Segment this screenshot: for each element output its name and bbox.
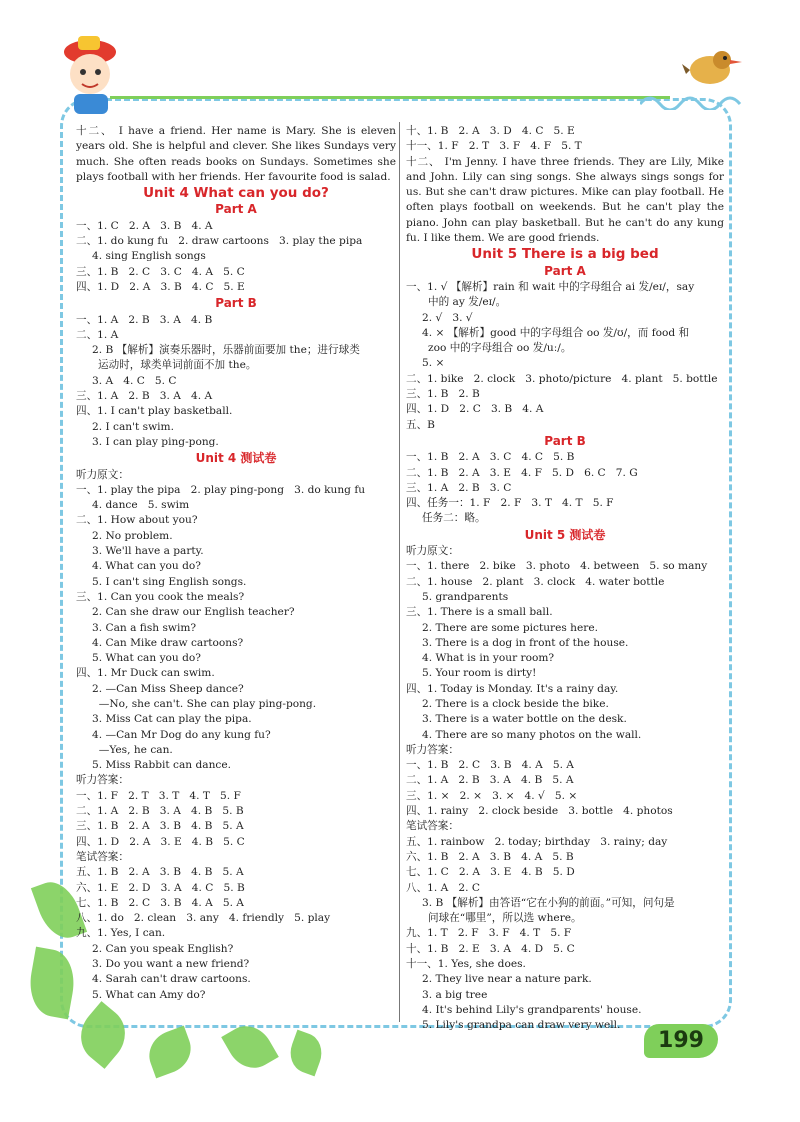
answer-line: 十、1. B 2. A 3. D 4. C 5. E [406, 125, 575, 137]
answer-line: 四、1. D 2. A 3. E 4. B 5. C [76, 835, 245, 848]
answer-line: 3. There is a water bottle on the desk. [422, 713, 627, 726]
answer-line: —No, she can't. She can play ping-pong. [92, 697, 317, 710]
answer-line: 3. A 4. C 5. C [92, 374, 177, 387]
answer-line: 七、1. C 2. A 3. E 4. B 5. D [406, 866, 575, 879]
answer-line: 4. —Can Mr Dog do any kung fu? [92, 728, 271, 741]
answer-line: 5. Lily's grandpa can draw very well. [422, 1019, 621, 1032]
answer-line: 一、1. A 2. B 3. A 4. B [76, 313, 213, 326]
answer-line: 5. I can't sing English songs. [92, 575, 247, 588]
answer-line: 3. B 【解析】由答语“它在小狗的前面。”可知，问句是 [422, 896, 675, 909]
answer-line: 四、任务一：1. F 2. F 3. T 4. T 5. F [406, 497, 614, 510]
answer-line: 2. They live near a nature park. [422, 973, 592, 986]
answer-line: 2. I can't swim. [92, 420, 174, 433]
answer-line: 三、1. B 2. C 3. C 4. A 5. C [76, 265, 245, 278]
leaf-decoration [142, 1026, 197, 1079]
answer-line: 二、1. A 2. B 3. A 4. B 5. A [406, 774, 574, 787]
answer-line: 中的 ay 发/eɪ/。 [428, 296, 507, 309]
answer-line: 四、1. Mr Duck can swim. [76, 667, 215, 680]
answer-line: 5. × [422, 357, 445, 370]
section-heading: Part A [544, 263, 586, 278]
answer-line: 3. We'll have a party. [92, 545, 204, 558]
answer-line: 九、1. T 2. F 3. F 4. T 5. F [406, 927, 572, 940]
answer-line: zoo 中的字母组合 oo 发/uː/。 [428, 342, 572, 355]
answer-line: 十、1. B 2. E 3. A 4. D 5. C [406, 942, 575, 955]
answer-line: 运动时，球类单词前面不加 the。 [98, 359, 257, 372]
answer-line: 3. Do you want a new friend? [92, 958, 250, 971]
page-number: 199 [644, 1024, 718, 1058]
answer-line: 一、1. play the pipa 2. play ping-pong 3. do kung fu [76, 483, 366, 496]
answer-line: 笔试答案： [76, 850, 129, 863]
answer-line: 一、1. there 2. bike 3. photo 4. between 5. so many [406, 560, 708, 573]
cartoon-boy-icon [48, 30, 138, 120]
answer-line: 三、1. There is a small ball. [406, 606, 553, 619]
answer-line: 2. —Can Miss Sheep dance? [92, 682, 244, 695]
answer-line: 4. Can Mike draw cartoons? [92, 636, 244, 649]
passage-text: 十二、 I'm Jenny. I have three friends. They are Lily, Mike and John. Lily can sing songs. She always sings songs for us. But she can't draw pictures. Mike can play football. He often plays football on weekends. But he can't play the piano. John can play basketball. But he can't do any kung fu. I like them. We are good friends. [406, 155, 724, 245]
answer-line: 5. Your room is dirty! [422, 667, 537, 680]
answer-line: 一、1. B 2. C 3. B 4. A 5. A [406, 759, 574, 772]
answer-line: 3. I can play ping-pong. [92, 435, 219, 448]
answer-line: 2. Can she draw our English teacher? [92, 606, 295, 619]
answer-line: 二、1. B 2. A 3. E 4. F 5. D 6. C 7. G [406, 466, 638, 479]
answer-line: 三、1. Can you cook the meals? [76, 590, 245, 603]
answer-line: 六、1. B 2. A 3. B 4. A 5. B [406, 850, 574, 863]
answer-line: 2. No problem. [92, 529, 173, 542]
answer-line: 听力原文： [76, 468, 129, 481]
column-divider [399, 122, 400, 1022]
unit-heading: Unit 5 There is a big bed [471, 246, 659, 263]
answer-line: 2. There are some pictures here. [422, 621, 598, 634]
section-heading: Unit 4 测试卷 [195, 451, 277, 466]
answer-line: 十一、1. Yes, she does. [406, 958, 526, 971]
answer-line: 4. It's behind Lily's grandparents' house. [422, 1003, 642, 1016]
answer-line: 二、1. house 2. plant 3. clock 4. water bottle [406, 575, 665, 588]
answer-line: 六、1. E 2. D 3. A 4. C 5. B [76, 881, 245, 894]
answer-line: 十一、1. F 2. T 3. F 4. F 5. T [406, 140, 582, 153]
answer-line: 八、1. do 2. clean 3. any 4. friendly 5. play [76, 912, 331, 925]
answer-line: 4. Sarah can't draw cartoons. [92, 973, 251, 986]
answer-line: 4. There are so many photos on the wall. [422, 728, 642, 741]
answer-line: 任务二：略。 [422, 512, 486, 525]
section-heading: Part A [215, 202, 257, 217]
answer-line: 五、1. rainbow 2. today; birthday 3. rainy; day [406, 835, 668, 848]
answer-line: 二、1. A [76, 328, 119, 341]
answer-line: 听力原文： [406, 545, 459, 558]
left-column [76, 124, 396, 1003]
answer-line: 2. B 【解析】演奏乐器时，乐器前面要加 the；进行球类 [92, 344, 360, 357]
answer-line: 二、1. bike 2. clock 3. photo/picture 4. plant 5. bottle [406, 372, 718, 385]
answer-line: 问球在“哪里”，所以选 where。 [428, 912, 582, 925]
answer-line: 5. Miss Rabbit can dance. [92, 759, 231, 772]
answer-line: 五、B [406, 418, 435, 431]
answer-line: 三、1. B 2. A 3. B 4. B 5. A [76, 820, 244, 833]
section-heading: Part B [215, 296, 257, 311]
answer-line: 3. Miss Cat can play the pipa. [92, 713, 252, 726]
answer-line: 九、1. Yes, I can. [76, 927, 166, 940]
answer-line: 5. What can you do? [92, 652, 201, 665]
leaf-decoration [284, 1030, 327, 1077]
right-column [406, 124, 724, 1034]
answer-line: —Yes, he can. [92, 743, 173, 756]
answer-line: 二、1. do kung fu 2. draw cartoons 3. play the pipa [76, 235, 363, 248]
answer-line: 3. Can a fish swim? [92, 621, 197, 634]
passage-text: 十二、 I have a friend. Her name is Mary. She is eleven years old. She is helpful and clever. She likes Sundays very much. She often reads books on Sundays. Sometimes she plays football with her friends. Her favourite food is salad. [76, 125, 396, 183]
answer-line: 三、1. A 2. B 3. A 4. A [76, 390, 213, 403]
answer-line: 4. sing English songs [92, 250, 206, 263]
answer-line: 四、1. rainy 2. clock beside 3. bottle 4. photos [406, 805, 673, 818]
answer-line: 3. a big tree [422, 988, 488, 1001]
answer-line: 二、1. How about you? [76, 514, 198, 527]
answer-line: 4. What is in your room? [422, 652, 555, 665]
answer-line: 一、1. C 2. A 3. B 4. A [76, 219, 213, 232]
section-heading: Unit 5 测试卷 [524, 527, 606, 542]
answer-line: 四、1. I can't play basketball. [76, 405, 233, 418]
section-heading: Part B [544, 433, 586, 448]
answer-line: 4. dance 5. swim [92, 499, 190, 512]
answer-line: 三、1. B 2. B [406, 388, 480, 401]
answer-line: 5. grandparents [422, 590, 509, 603]
header-rule [110, 96, 670, 99]
answer-line: 5. What can Amy do? [92, 988, 206, 1001]
answer-line: 一、1. F 2. T 3. T 4. T 5. F [76, 789, 241, 802]
answer-line: 一、1. B 2. A 3. C 4. C 5. B [406, 451, 575, 464]
answer-line: 2. There is a clock beside the bike. [422, 697, 609, 710]
answer-line: 2. Can you speak English? [92, 942, 234, 955]
answer-line: 八、1. A 2. C [406, 881, 480, 894]
unit-heading: Unit 4 What can you do? [143, 185, 329, 202]
answer-line: 4. What can you do? [92, 560, 201, 573]
answer-line: 4. × 【解析】good 中的字母组合 oo 发/ʊ/，而 food 和 [422, 326, 690, 339]
answer-line: 笔试答案： [406, 820, 459, 833]
answer-line: 一、1. √ 【解析】rain 和 wait 中的字母组合 ai 发/eɪ/，say [406, 280, 695, 293]
answer-line: 四、1. D 2. C 3. B 4. A [406, 403, 544, 416]
answer-line: 七、1. B 2. C 3. B 4. A 5. A [76, 896, 244, 909]
answer-line: 三、1. × 2. × 3. × 4. √ 5. × [406, 789, 578, 802]
answer-line: 四、1. D 2. A 3. B 4. C 5. E [76, 280, 245, 293]
answer-line: 二、1. A 2. B 3. A 4. B 5. B [76, 805, 244, 818]
answer-line: 听力答案： [76, 774, 129, 787]
answer-line: 3. There is a dog in front of the house. [422, 636, 629, 649]
answer-line: 五、1. B 2. A 3. B 4. B 5. A [76, 866, 244, 879]
answer-line: 2. √ 3. √ [422, 311, 473, 324]
answer-line: 四、1. Today is Monday. It's a rainy day. [406, 682, 619, 695]
cloud-wave-icon [640, 88, 750, 110]
answer-line: 听力答案： [406, 743, 459, 756]
answer-line: 三、1. A 2. B 3. C [406, 481, 512, 494]
